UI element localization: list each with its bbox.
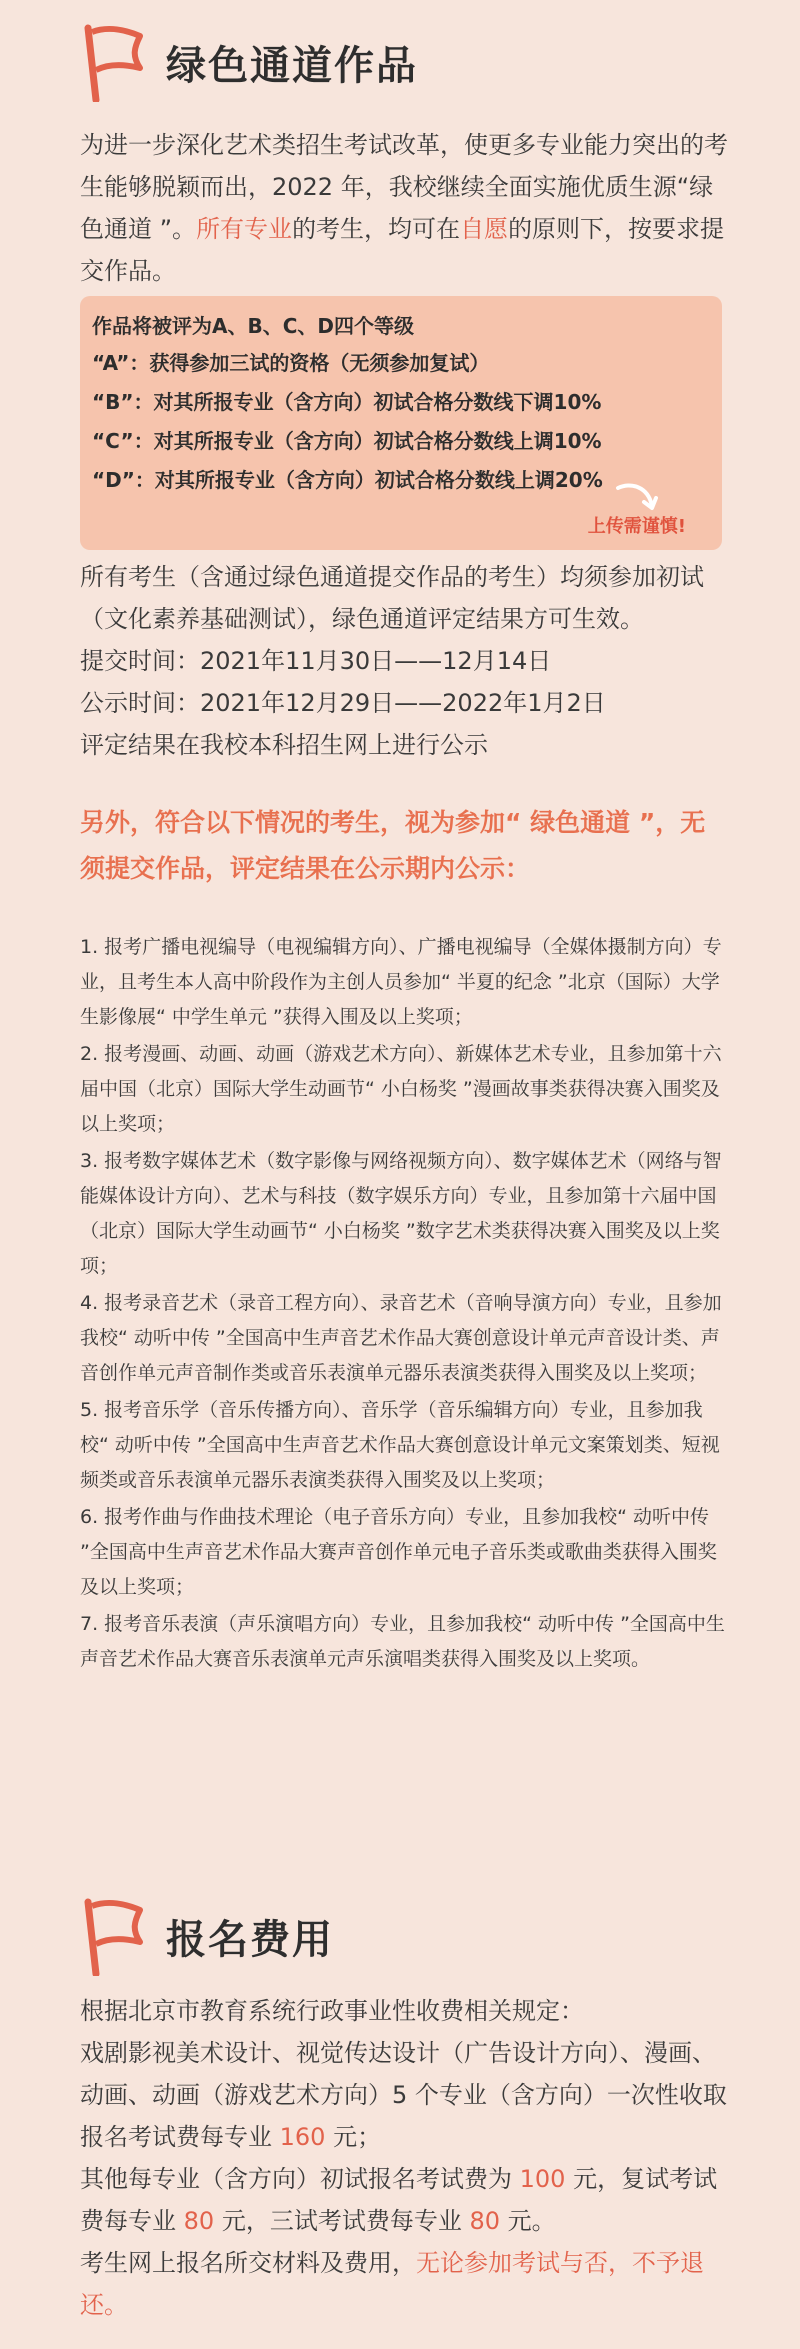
exemption-list: [80, 930, 730, 1679]
grade-a: “A”：获得参加三试的资格（无须参加复试）: [92, 351, 490, 375]
result-note: 评定结果在我校本科招生网上进行公示: [80, 731, 488, 759]
grade-heading: 作品将被评为A、B、C、D四个等级: [92, 314, 415, 338]
list-item: 3. 报考数字媒体艺术（数字影像与网络视频方向）、数字媒体艺术（网络与智能媒体设计方向）、艺术与科技（数字娱乐方向）专业，且参加第十六届中国（北京）国际大学生动画节“ 小白杨奖 ”数字艺术类获得决赛入围奖及以上奖项；: [80, 1150, 722, 1277]
flag-icon: [78, 22, 150, 102]
publicity-time: 公示时间：2021年12月29日——2022年1月2日: [80, 689, 606, 717]
fee-refund-note: 考生网上报名所交材料及费用，无论参加考试与否，不予退还。: [80, 2249, 704, 2319]
fee-regulation: 根据北京市教育系统行政事业性收费相关规定：: [80, 1997, 584, 2025]
grade-b: “B”：对其所报专业（含方向）初试合格分数线下调10%: [92, 390, 602, 414]
list-item: 2. 报考漫画、动画、动画（游戏艺术方向）、新媒体艺术专业，且参加第十六届中国（北京）国际大学生动画节“ 小白杨奖 ”漫画故事类获得决赛入围奖及以上奖项；: [80, 1043, 722, 1135]
intro-paragraph: 为进一步深化艺术类招生考试改革，使更多专业能力突出的考生能够脱颖而出，2022 年，我校继续全面实施优质生源“绿色通道 ”。所有专业的考生，均可在自愿的原则下，按要求提交作品。: [80, 131, 728, 285]
section-title: 报名费用: [166, 1916, 334, 1963]
grade-info-box: [80, 296, 722, 550]
exam-requirement-paragraph: 所有考生（含通过绿色通道提交作品的考生）均须参加初试（文化素养基础测试），绿色通道评定结果方可生效。: [80, 563, 704, 633]
fee-content: [80, 1990, 730, 2326]
fee-one-time: 戏剧影视美术设计、视觉传达设计（广告设计方向）、漫画、动画、动画（游戏艺术方向）5 个专业（含方向）一次性收取报名考试费每专业 160 元；: [80, 2039, 727, 2151]
curved-arrow-icon: [614, 480, 658, 514]
list-item: 1. 报考广播电视编导（电视编辑方向）、广播电视编导（全媒体摄制方向）专业，且考生本人高中阶段作为主创人员参加“ 半夏的纪念 ”北京（国际）大学生影像展“ 中学生单元 ”获得入围及以上奖项；: [80, 936, 722, 1028]
flag-icon: [78, 1896, 150, 1976]
section-title: 绿色通道作品: [166, 42, 418, 89]
fee-other: 其他每专业（含方向）初试报名考试费为 100 元，复试考试费每专业 80 元，三试考试费每专业 80 元。: [80, 2165, 718, 2235]
list-item: 5. 报考音乐学（音乐传播方向）、音乐学（音乐编辑方向）专业，且参加我校“ 动听中传 ”全国高中生声音艺术作品大赛创意设计单元文案策划类、短视频类或音乐表演单元器乐表演类获得入围奖及以上奖项；: [80, 1399, 720, 1491]
exemption-notice: 另外，符合以下情况的考生，视为参加“ 绿色通道 ”，无须提交作品，评定结果在公示期内公示：: [80, 808, 706, 883]
list-item: 6. 报考作曲与作曲技术理论（电子音乐方向）专业，且参加我校“ 动听中传 ”全国高中生声音艺术作品大赛声音创作单元电子音乐类或歌曲类获得入围奖及以上奖项；: [80, 1506, 717, 1598]
submit-time: 提交时间：2021年11月30日——12月14日: [80, 647, 552, 675]
upload-caution: 上传需谨慎!: [587, 516, 686, 537]
section-header-green-channel: [78, 22, 418, 102]
list-item: 7. 报考音乐表演（声乐演唱方向）专业，且参加我校“ 动听中传 ”全国高中生声音艺术作品大赛音乐表演单元声乐演唱类获得入围奖及以上奖项。: [80, 1613, 725, 1670]
grade-c: “C”：对其所报专业（含方向）初试合格分数线上调10%: [92, 429, 602, 453]
grade-d: “D”：对其所报专业（含方向）初试合格分数线上调20%: [92, 468, 603, 492]
section-header-fees: [78, 1896, 334, 1976]
list-item: 4. 报考录音艺术（录音工程方向）、录音艺术（音响导演方向）专业，且参加我校“ 动听中传 ”全国高中生声音艺术作品大赛创意设计单元声音设计类、声音创作单元声音制作类或音乐表演单元器乐表演类获得入围奖及以上奖项；: [80, 1292, 722, 1384]
